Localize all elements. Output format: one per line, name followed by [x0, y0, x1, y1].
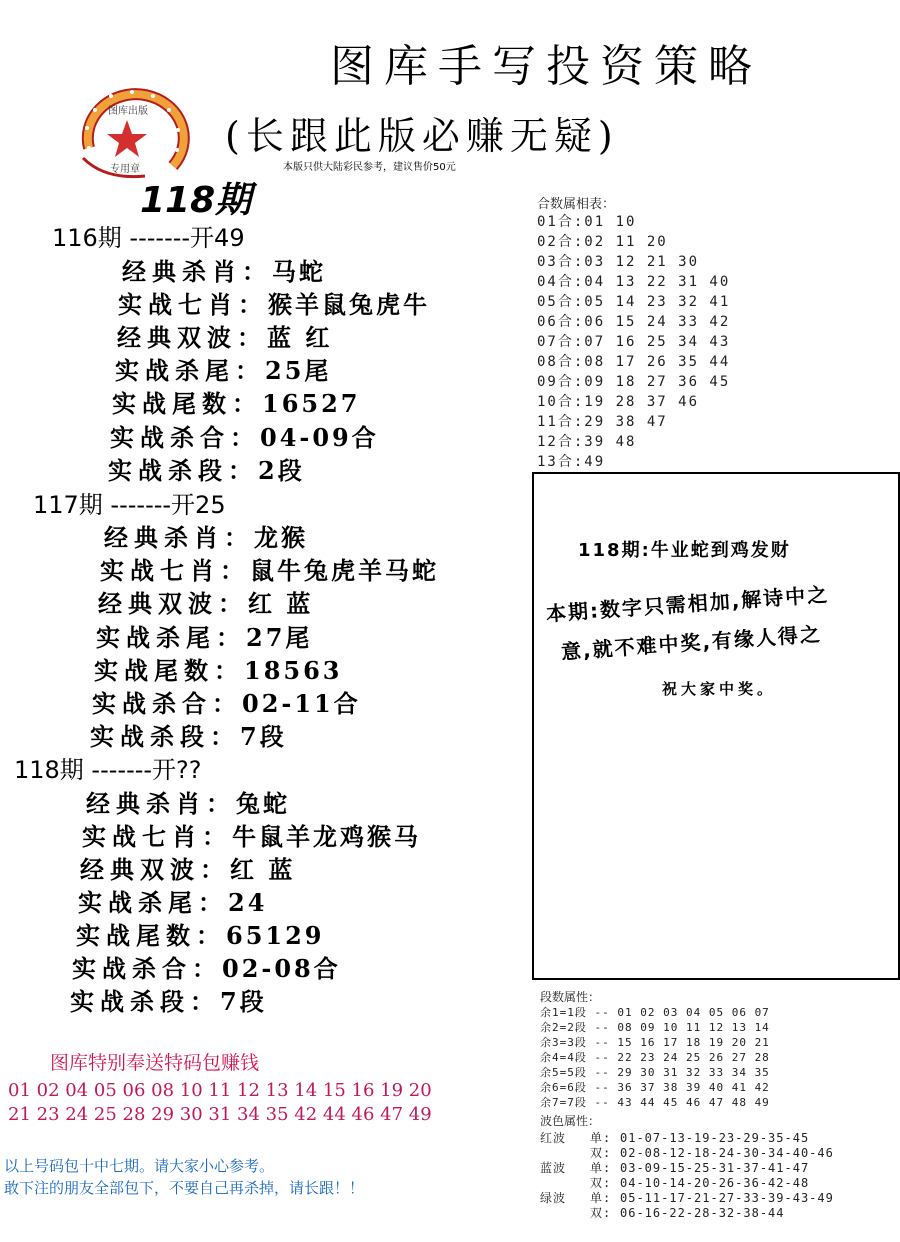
- he-table-row: 07合:07 16 25 34 43: [537, 334, 731, 350]
- wave-table-title: 波色属性：: [540, 1114, 601, 1128]
- poem-line-2: 意,就不难中奖,有缘人得之: [560, 621, 823, 664]
- he-table-title: 合数属相表：: [537, 197, 616, 212]
- period-117-row: 实战杀段：7段: [90, 722, 287, 751]
- he-table-row: 10合:19 28 37 46: [537, 394, 700, 410]
- period-116-row: 经典杀肖：马蛇: [122, 257, 326, 286]
- he-table-row: 05合:05 14 23 32 41: [537, 294, 731, 310]
- wave-table-row: 红波 单: 01-07-13-19-23-29-35-45: [540, 1131, 810, 1145]
- period-117-head: 117期 -------开25: [33, 491, 226, 519]
- period-118-row: 实战杀段：7段: [70, 987, 267, 1016]
- duan-table-row: 余7=7段 -- 43 44 45 46 47 48 49: [540, 1096, 770, 1109]
- period-118-row: 实战杀合：02-08合: [72, 954, 341, 983]
- wave-table-row: 双: 06-16-22-28-32-38-44: [590, 1206, 785, 1220]
- he-table-row: 02合:02 11 20: [537, 234, 668, 250]
- gift-numbers-row-2: 21 23 24 25 28 29 30 31 34 35 42 44 46 47 49: [8, 1104, 432, 1125]
- he-table-row: 04合:04 13 22 31 40: [537, 274, 731, 290]
- he-table-row: 06合:06 15 24 33 42: [537, 314, 731, 330]
- gift-numbers-row-1: 01 02 04 05 06 08 10 11 12 13 14 15 16 19 20: [8, 1080, 432, 1101]
- current-issue: 118期: [140, 180, 252, 221]
- gift-title: 图库特别奉送特码包赚钱: [50, 1052, 260, 1074]
- period-116-row: 实战杀尾：25尾: [115, 356, 332, 385]
- period-118-row: 经典杀肖：兔蛇: [86, 789, 290, 818]
- period-118-row: 实战尾数：65129: [76, 921, 325, 950]
- period-118-row: 实战七肖：牛鼠羊龙鸡猴马: [82, 822, 421, 851]
- seal-bottom-text: 专用章: [110, 164, 140, 175]
- duan-table-row: 余1=1段 -- 01 02 03 04 05 06 07: [540, 1006, 770, 1019]
- period-118-row: 实战杀尾：24: [78, 888, 268, 917]
- period-117-row: 经典双波：红 蓝: [98, 589, 314, 618]
- period-117-row: 实战杀尾：27尾: [96, 623, 313, 652]
- footer-note-1: 以上号码包十中七期。请大家小心参考。: [4, 1157, 275, 1175]
- period-116-row: 实战尾数：16527: [112, 389, 361, 418]
- wave-table-row: 双: 04-10-14-20-26-36-42-48: [590, 1176, 810, 1190]
- period-117-row: 实战杀合：02-11合: [92, 689, 361, 718]
- price-note: 本版只供大陆彩民参考，建议售价50元: [283, 162, 456, 173]
- he-table-row: 12合:39 48: [537, 434, 637, 450]
- he-table-row: 08合:08 17 26 35 44: [537, 354, 731, 370]
- poem-title: 118期:牛业蛇到鸡发财: [578, 540, 791, 561]
- he-table-row: 01合:01 10: [537, 214, 637, 230]
- wave-table-row: 绿波 单: 05-11-17-21-27-33-39-43-49: [540, 1191, 834, 1205]
- footer-note-2: 敢下注的朋友全部包下，不要自己再杀掉，请长跟！！: [4, 1179, 365, 1197]
- page-title: 图库手写投资策略: [330, 41, 762, 92]
- duan-table-row: 余2=2段 -- 08 09 10 11 12 13 14: [540, 1021, 770, 1034]
- period-116-row: 经典双波：蓝 红: [117, 323, 333, 352]
- period-116-row: 实战七肖：猴羊鼠兔虎牛: [118, 290, 430, 319]
- he-table-row: 09合:09 18 27 36 45: [537, 374, 731, 390]
- period-116-row: 实战杀段：2段: [108, 456, 305, 485]
- duan-table-row: 余5=5段 -- 29 30 31 32 33 34 35: [540, 1066, 770, 1079]
- he-table-row: 11合:29 38 47: [537, 414, 668, 430]
- period-116-row: 实战杀合：04-09合: [110, 423, 379, 452]
- period-116-head: 116期 -------开49: [52, 224, 245, 252]
- duan-table-row: 余3=3段 -- 15 16 17 18 19 20 21: [540, 1036, 770, 1049]
- page-subtitle: (长跟此版必赚无疑): [225, 114, 619, 158]
- poem-line-1: 本期:数字只需相加,解诗中之: [545, 582, 830, 626]
- duan-table-title: 段数属性：: [540, 990, 601, 1004]
- he-table-row: 03合:03 12 21 30: [537, 254, 700, 270]
- period-118-row: 经典双波：红 蓝: [80, 855, 296, 884]
- wave-table-row: 双: 02-08-12-18-24-30-34-40-46: [590, 1146, 834, 1160]
- period-117-row: 实战七肖：鼠牛兔虎羊马蛇: [100, 556, 439, 585]
- duan-table-row: 余4=4段 -- 22 23 24 25 26 27 28: [540, 1051, 770, 1064]
- period-117-row: 经典杀肖：龙猴: [104, 523, 308, 552]
- seal-top-text: 图库出版: [108, 106, 148, 117]
- period-117-row: 实战尾数：18563: [94, 656, 343, 685]
- duan-table-row: 余6=6段 -- 36 37 38 39 40 41 42: [540, 1081, 770, 1094]
- he-table-row: 13合:49: [537, 454, 606, 470]
- wave-table-row: 蓝波 单: 03-09-15-25-31-37-41-47: [540, 1161, 810, 1175]
- period-118-head: 118期 -------开??: [14, 756, 202, 784]
- poem-blessing: 祝大家中奖。: [662, 680, 777, 698]
